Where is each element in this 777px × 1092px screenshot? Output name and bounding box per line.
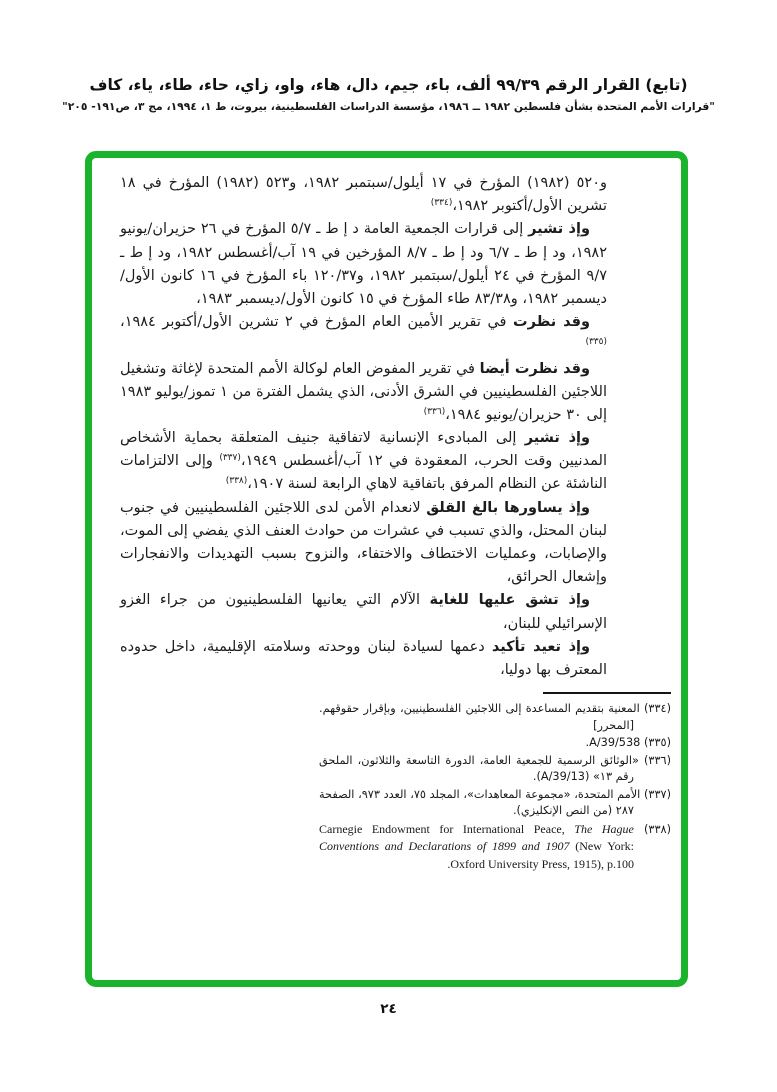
body-paragraph	[120, 636, 607, 682]
footnote	[319, 787, 671, 820]
paragraph-segment: في تقرير الأمين العام المؤرخ في ٢ تشرين الأول/أكتوبر ١٩٨٤،	[120, 314, 513, 331]
paragraph-segment: و٥٢٠ (١٩٨٢) المؤرخ في ١٧ أيلول/سبتمبر ١٩٨٢، و٥٢٣ (١٩٨٢) المؤرخ في ١٨ تشرين الأول/أكتوبر ١٩٨٢،	[120, 175, 608, 215]
page-header	[20, 76, 757, 113]
highlight-border-box	[85, 151, 688, 987]
footnote-list	[319, 701, 671, 873]
footnote-marker: (٣٣٦)	[638, 753, 671, 767]
resolution-body	[92, 158, 681, 873]
paragraph-segment: لانعدام الأمن لدى اللاجئين الفلسطينيين في جنوب لبنان المحتل، والذي تسبب في عشرات من حوادث العنف الذي يفضي إلى الموت، والإصابات، وعمليات الاختطاف والاختفاء، والنزوح بسبب التهديدات والانفجارات وإشعال الحرائق،	[120, 499, 607, 586]
body-paragraph	[120, 172, 607, 218]
footnote	[319, 701, 671, 734]
footnote-ref: (٣٣٥)	[585, 337, 607, 348]
body-text	[120, 172, 607, 682]
resolution-title: (تابع) القرار الرقم ٩٩/٣٩ ألف، باء، جيم، دال، هاء، واو، زاي، حاء، طاء، ياء، كاف	[89, 76, 688, 94]
footnote-text: The Hague Conventions and Declarations of 1899 and 1907	[319, 821, 634, 854]
footnote-ref: (٣٣٧)	[219, 453, 241, 464]
body-paragraph	[120, 427, 607, 497]
footnote-text: الأمم المتحدة، «مجموعة المعاهدات»، المجلد ٧٥، العدد ٩٧٣، الصفحة ٢٨٧ (من النص الإنكليزي).	[319, 787, 641, 818]
paragraph-segment: وإذ تشق عليها للغاية	[429, 592, 590, 609]
paragraph-segment: وإذ تشير	[528, 221, 590, 238]
paragraph-segment: دعمها لسيادة لبنان ووحدته وسلامته الإقليمية، داخل حدوده المعترف بها دوليا،	[120, 638, 607, 678]
footnote	[319, 753, 671, 786]
body-paragraph	[120, 311, 607, 357]
body-paragraph	[120, 589, 607, 635]
paragraph-segment: وإذ تعيد تأكيد	[491, 638, 590, 655]
paragraph-segment: وقد نظرت	[513, 314, 591, 331]
body-paragraph	[120, 358, 607, 428]
footnote-ref: (٣٣٤)	[430, 198, 453, 209]
footnote-marker: (٣٣٧)	[640, 787, 671, 801]
paragraph-segment: وقد نظرت أيضا	[479, 360, 590, 377]
paragraph-segment: إلى المبادىء الإنسانية لاتفاقية جنيف المتعلقة بحماية الأشخاص المدنيين وقت الحرب، المعقودة في ١٢ آب/أغسطس ١٩٤٩،	[120, 430, 607, 470]
footnote-marker: (٣٣٥)	[640, 736, 671, 750]
paragraph-segment: وإذ يساورها بالغ القلق	[426, 499, 590, 516]
footnote	[319, 735, 671, 751]
paragraph-segment: في تقرير المفوض العام لوكالة الأمم المتحدة لإغاثة وتشغيل اللاجئين الفلسطينيين في الشرق الأدنى، الذي يشمل الفترة من ١ تموز/يوليو ١٩٨٣ إلى ٣٠ حزيران/يونيو ١٩٨٤،	[120, 360, 607, 423]
footnote-text: (New York: Oxford University Press, 1915), p.100.	[447, 839, 634, 871]
footnote	[319, 821, 671, 874]
source-citation-line: "قرارات الأمم المتحدة بشأن فلسطين ١٩٨٢ ــ ١٩٨٦، مؤسسة الدراسات الفلسطينية، بيروت، ط ١، ١٩٩٤، مج ٣، ص١٩١- ٢٠٥"	[62, 100, 715, 113]
footnote-ref: (٣٣٨)	[225, 476, 248, 487]
footnote-text: Carnegie Endowment for International Peace,	[319, 821, 575, 836]
footnote-ref: (٣٣٦)	[423, 406, 446, 417]
footnote-section	[319, 692, 671, 873]
footnote-text: «الوثائق الرسمية للجمعية العامة، الدورة التاسعة والثلاثون، الملحق رقم ١٣» (A/39/13).	[319, 753, 639, 784]
footnote-marker: (٣٣٨)	[633, 822, 671, 836]
paragraph-segment: الآلام التي يعانيها الفلسطينيون من جراء الغزو الإسرائيلي للبنان،	[120, 592, 607, 632]
footnote-text: A/39/538.	[585, 736, 641, 750]
footnote-separator-rule	[543, 692, 671, 694]
body-paragraph	[120, 218, 607, 311]
paragraph-segment: إلى قرارات الجمعية العامة د إ ط ـ ٥/٧ المؤرخ في ٢٦ حزيران/يونيو ١٩٨٢، ود إ ط ـ ٦/٧ ود إ ط ـ ٨/٧ المؤرخين في ١٩ آب/أغسطس ١٩٨٢، ود إ ط ـ ٩/٧ المؤرخ في ٢٤ أيلول/سبتمبر ١٩٨٢، و١٢٠/٣٧ باء المؤرخ في ١٦ كانون الأول/ديسمبر ١٩٨٢، و٨٣/٣٨ طاء المؤرخ في ١٥ كانون الأول/ديسمبر ١٩٨٣،	[120, 221, 607, 307]
page-number: ٢٤	[380, 1001, 397, 1017]
footnote-text: المعنية بتقديم المساعدة إلى اللاجئين الفلسطينيين، وبإقرار حقوقهم. [المحرر]	[319, 702, 640, 732]
footnote-marker: (٣٣٤)	[639, 702, 672, 716]
body-paragraph	[120, 497, 607, 590]
paragraph-segment: وإلى الالتزامات الناشئة عن النظام المرفق باتفاقية لاهاي الرابعة لسنة ١٩٠٧،	[120, 453, 607, 493]
paragraph-segment: وإذ تشير	[524, 430, 590, 447]
